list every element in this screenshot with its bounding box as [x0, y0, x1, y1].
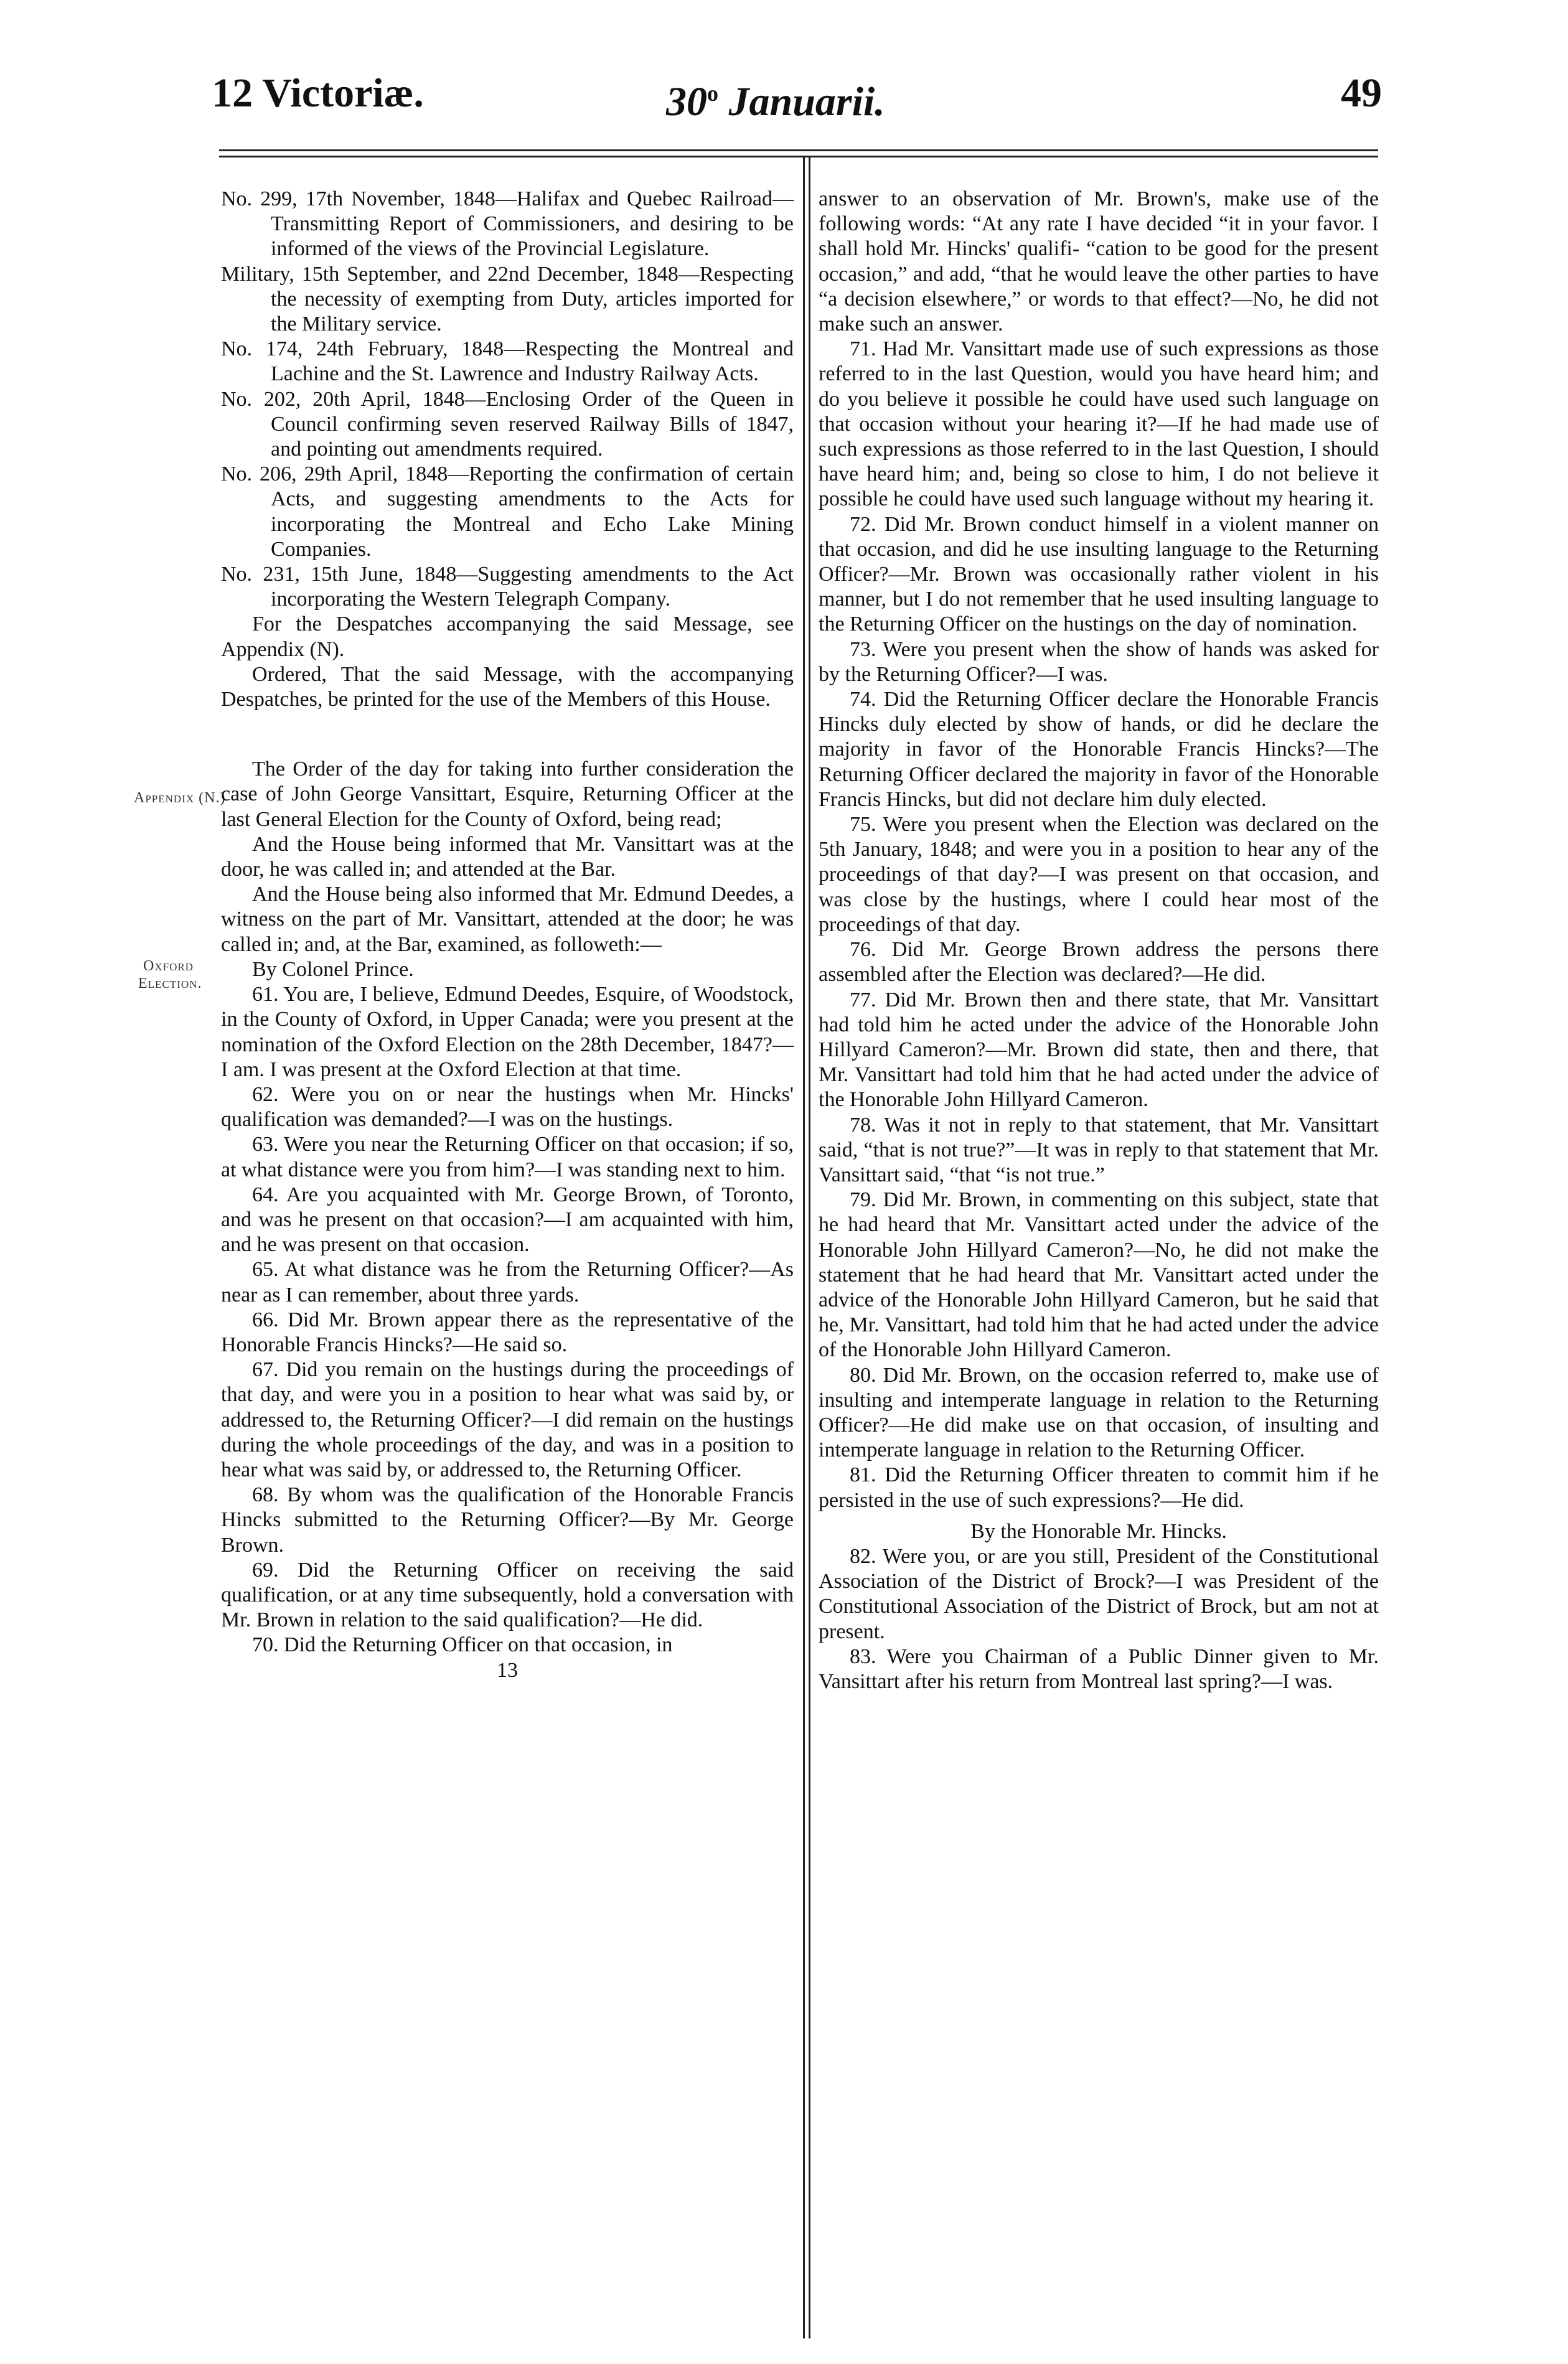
- order-of-day: The Order of the day for taking into further consideration the case of John George Vansittart, Esquire, Returning Officer at the last General Election for the County of Oxford, being read;: [221, 758, 794, 831]
- question-76: 76. Did Mr. George Brown address the persons there assembled after the Election was declared?—He did.: [819, 938, 1379, 987]
- question-62: 62. Were you on or near the hustings when Mr. Hincks' qualification was demanded?—I was on the hustings.: [221, 1082, 794, 1132]
- question-77: 77. Did Mr. Brown then and there state, that Mr. Vansittart had told him he acted under the advice of the Honorable John Hillyard Cameron?—Mr. Brown did state, then and there, that Mr. Vansittart had told him that he had acted under the advice of the Honorable John Hillyard Cameron.: [819, 988, 1379, 1112]
- question-79: 79. Did Mr. Brown, in commenting on this subject, state that he had heard that Mr. Vansittart acted under the advice of the Honorable John Hillyard Cameron?—No, he did not make the statement that he had heard that Mr. Vansittart acted under the advice of the Honorable John Hillyard Cameron, but he said that he, Mr. Vansittart, had told him that he had acted under the advice of the Honorable John Hillyard Cameron.: [819, 1188, 1379, 1362]
- question-74: 74. Did the Returning Officer declare the Honorable Francis Hincks duly elected by show of hands, or did he declare the majority in favor of the Honorable Francis Hincks?—The Returning Officer declared the majority in favor of the Honorable Francis Hincks, but did not declare him duly elected.: [819, 688, 1379, 811]
- right-column: [819, 187, 1379, 1694]
- appendix-reference: For the Despatches accompanying the said Message, see Appendix (N).: [221, 612, 794, 661]
- despatch-299: No. 299, 17th November, 1848—Halifax and Quebec Railroad—Transmitting Report of Commissioners, and desiring to be informed of the views of the Provincial Legislature.: [221, 187, 794, 261]
- margin-note-election: Election.: [138, 975, 202, 992]
- question-68: 68. By whom was the qualification of the Honorable Francis Hincks submitted to the Returning Officer?—By Mr. George Brown.: [221, 1483, 794, 1557]
- running-head-date: [666, 65, 885, 130]
- despatch-231: No. 231, 15th June, 1848—Suggesting amendments to the Act incorporating the Western Telegraph Company.: [221, 563, 794, 611]
- despatch-206: No. 206, 29th April, 1848—Reporting the confirmation of certain Acts, and suggesting amendments to the Acts for incorporating the Montreal and Echo Lake Mining Companies.: [221, 462, 794, 561]
- question-83: 83. Were you Chairman of a Public Dinner given to Mr. Vansittart after his return from Montreal last spring?—I was.: [819, 1644, 1379, 1693]
- page-number: 49: [1341, 70, 1382, 116]
- section-gap: [221, 712, 794, 757]
- question-80: 80. Did Mr. Brown, on the occasion referred to, make use of insulting and intemperate language in relation to the Returning Officer?—He did make use on that occasion, of insulting and intemperate language in relation to the Returning Officer.: [819, 1363, 1379, 1462]
- margin-note-oxford: Oxford: [143, 958, 194, 974]
- order-printed: Ordered, That the said Message, with the accompanying Despatches, be printed for the use of the Members of this House.: [221, 662, 794, 711]
- question-72: 72. Did Mr. Brown conduct himself in a violent manner on that occasion, and did he use insulting language to the Returning Officer?—Mr. Brown was occasionally rather violent in his manner, but I do not remember that he used insulting language to the Returning Officer on the hustings on the day of nomination.: [819, 512, 1379, 636]
- question-63: 63. Were you near the Returning Officer on that occasion; if so, at what distance were you from him?—I was standing next to him.: [221, 1133, 794, 1181]
- question-66: 66. Did Mr. Brown appear there as the representative of the Honorable Francis Hincks?—He said so.: [221, 1308, 794, 1356]
- question-65: 65. At what distance was he from the Returning Officer?—As near as I can remember, about three yards.: [221, 1258, 794, 1306]
- examiner-heading: By Colonel Prince.: [252, 957, 414, 981]
- house-informed-deedes: And the House being also informed that Mr. Edmund Deedes, a witness on the part of Mr. Vansittart, attended at the door; he was called in; and, at the Bar, examined, as followeth:—: [221, 883, 794, 956]
- despatch-174: No. 174, 24th February, 1848—Respecting the Montreal and Lachine and the St. Lawrence and Industry Railway Acts.: [221, 337, 794, 386]
- running-head-session: 12 Victoriæ.: [212, 70, 424, 116]
- column-divider-left: [803, 157, 805, 2338]
- question-69: 69. Did the Returning Officer on receiving the said qualification, or at any time subsequently, hold a conversation with Mr. Brown in relation to the said qualification?—He did.: [221, 1558, 794, 1632]
- question-81: 81. Did the Returning Officer threaten to commit him if he persisted in the use of such expressions?—He did.: [819, 1463, 1379, 1512]
- date-day-superscript: o: [707, 81, 718, 106]
- page-header: [212, 65, 1382, 134]
- left-column: [221, 187, 794, 1683]
- header-rule-bottom: [219, 156, 1378, 157]
- question-70-start: 70. Did the Returning Officer on that occasion, in: [252, 1633, 673, 1657]
- column-divider-right: [809, 157, 810, 2338]
- question-71: 71. Had Mr. Vansittart made use of such expressions as those referred to in the last Question, would you have heard him; and do you believe it possible he could have used such language on that occasion without your hearing it?—If he had made use of such expressions as those referred to in the last Question, I should have heard him; and, being so close to him, I do not believe it possible he could have used such language without my hearing it.: [819, 337, 1379, 511]
- examiner-heading-hincks: By the Honorable Mr. Hincks.: [970, 1519, 1227, 1543]
- question-70-continued: answer to an observation of Mr. Brown's, make use of the following words: “At any rate I have decided “it in your favor. I shall hold Mr. Hincks' qualifi- “cation to be good for the present occasion,” and add, “that he would leave the other parties to have “a decision elsewhere,” or words to that effect?—No, he did not make such an answer.: [819, 187, 1379, 336]
- question-75: 75. Were you present when the Election was declared on the 5th January, 1848; and were you in a position to hear any of the proceedings of that day?—I was present on that occasion, and was close by the hustings, where I could hear most of the proceedings of that day.: [819, 813, 1379, 936]
- date-month: Januarii.: [728, 79, 885, 124]
- date-day: 30: [666, 79, 707, 124]
- margin-note-appendix: Appendix (N.): [134, 790, 226, 806]
- question-73: 73. Were you present when the show of hands was asked for by the Returning Officer?—I was.: [819, 637, 1379, 686]
- despatch-military: Military, 15th September, and 22nd December, 1848—Respecting the necessity of exempting from Duty, articles imported for the Military service.: [221, 262, 794, 336]
- question-78: 78. Was it not in reply to that statement, that Mr. Vansittart said, “that is not true?”—It was in reply to that statement that Mr. Vansittart said, “that “is not true.”: [819, 1113, 1379, 1186]
- question-82: 82. Were you, or are you still, President of the Constitutional Association of the District of Brock?—I was President of the Constitutional Association of the District of Brock, but am not at present.: [819, 1544, 1379, 1643]
- header-rule-top: [219, 149, 1378, 151]
- question-67: 67. Did you remain on the hustings during the proceedings of that day, and were you in a position to hear what was said by, or addressed to, the Returning Officer?—I did remain on the hustings during the whole proceedings of the day, and was in a position to hear what was said by, or addressed to, the Returning Officer.: [221, 1358, 794, 1481]
- question-64: 64. Are you acquainted with Mr. George Brown, of Toronto, and was he present on that occasion?—I am acquainted with him, and he was present on that occasion.: [221, 1183, 794, 1257]
- despatch-202: No. 202, 20th April, 1848—Enclosing Order of the Queen in Council confirming seven reserved Railway Bills of 1847, and pointing out amendments required.: [221, 387, 794, 461]
- signature-mark: 13: [497, 1658, 518, 1682]
- house-informed-vansittart: And the House being informed that Mr. Vansittart was at the door, he was called in; and attended at the Bar.: [221, 832, 794, 881]
- question-61: 61. You are, I believe, Edmund Deedes, Esquire, of Woodstock, in the County of Oxford, in Upper Canada; were you present at the nomination of the Oxford Election on the 28th December, 1847?—I am. I was present at the Oxford Election at that time.: [221, 983, 794, 1081]
